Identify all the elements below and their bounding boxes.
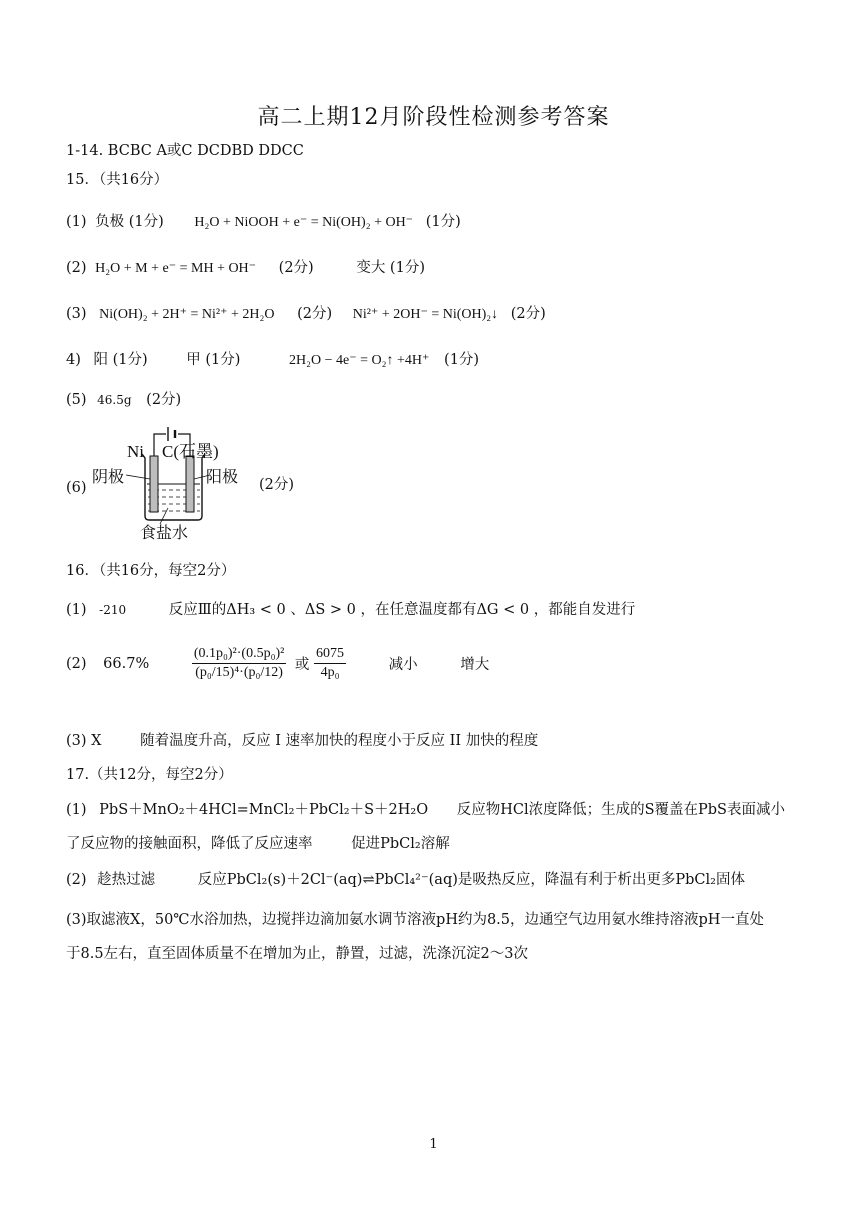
q15-header: 15．（共16分） — [66, 172, 169, 188]
q15-part2 — [66, 258, 425, 279]
q15-p2-label: (2) — [66, 260, 87, 276]
q15-p4-text-2: 甲 (1分) — [186, 352, 241, 368]
page-number: 1 — [429, 1137, 438, 1152]
q16-part2 — [66, 646, 489, 681]
page-title: 高二上期12月阶段性检测参考答案 — [257, 105, 610, 130]
q15-p3-label: (3) — [66, 306, 87, 322]
q16-p1-value: -210 — [99, 603, 127, 617]
q15-p1-text: 负极 (1分) — [95, 214, 164, 230]
q16-p2-alt-expression — [314, 646, 346, 681]
q17-p1-text-2: 促进PbCl₂溶解 — [351, 836, 450, 852]
q16-p2-expression — [192, 646, 286, 681]
q16-p2-alt-numerator: 6075 — [314, 646, 346, 664]
q15-p5-label: (5) — [66, 392, 87, 408]
q17-header: 17.（共12分，每空2分） — [66, 767, 233, 783]
q16-part1 — [66, 600, 635, 620]
q16-p2-text-2: 增大 — [460, 657, 490, 673]
q15-p2-equation: H₂O + M + e⁻ = MH + OH⁻ — [95, 261, 257, 276]
solution-label: 食盐水 — [140, 523, 189, 542]
q17-p1-text: 反应物HCl浓度降低；生成的S覆盖在PbS表面减小 — [456, 802, 785, 818]
q15-p1-equation: H₂O + NiOOH + e⁻ = Ni(OH)₂ + OH⁻ — [194, 215, 414, 230]
q17-part3-line1: (3)取滤液X，50℃水浴加热，边搅拌边滴加氨水调节溶液pH约为8.5，边通空气边用氨水维持溶液pH一直处 — [66, 912, 764, 928]
q16-p3-label: (3) X — [66, 733, 102, 749]
q17-p2-label: (2) — [66, 872, 87, 888]
q15-p3-score-2: (2分) — [510, 306, 546, 322]
ni-electrode-label: Ni — [127, 442, 144, 461]
cathode-label: 阴极 — [92, 467, 125, 486]
q15-p1-label: (1) — [66, 214, 87, 230]
q17-part2 — [66, 870, 745, 890]
q15-part5 — [66, 390, 181, 410]
q15-p4-equation: 2H₂O − 4e⁻ = O₂↑ +4H⁺ — [289, 353, 430, 368]
q16-p2-denominator: (p₀/15)⁴·(p₀/12) — [195, 665, 283, 680]
ni-electrode — [150, 456, 158, 512]
q16-part3 — [66, 731, 538, 751]
graphite-electrode-label: C(石墨) — [162, 442, 219, 461]
q16-header: 16．（共16分，每空2分） — [66, 563, 236, 579]
q16-p1-text: 反应Ⅲ的ΔH₃ < 0 、ΔS > 0 ，在任意温度都有ΔG < 0 ，都能自发进行 — [168, 602, 636, 618]
q16-p2-alt-denominator: 4p₀ — [320, 665, 340, 680]
q17-p1-label: (1) — [66, 802, 87, 818]
electrolysis-diagram — [90, 424, 260, 546]
q16-p2-numerator: (0.1p₀)²·(0.5p₀)² — [192, 646, 286, 664]
q16-p2-text-1: 减小 — [388, 657, 418, 673]
q15-p2-text: 变大 (1分) — [356, 260, 425, 276]
q15-p4-text-1: 阳 (1分) — [93, 352, 148, 368]
q17-p1-equation: PbS＋MnO₂＋4HCl=MnCl₂＋PbCl₂＋S＋2H₂O — [99, 802, 429, 818]
anode-label: 阳极 — [206, 467, 239, 486]
q15-p4-score: (1分) — [444, 352, 480, 368]
q17-p2-text-2: 反应PbCl₂(s)＋2Cl⁻(aq)⇌PbCl₄²⁻(aq)是吸热反应，降温有利于析出更多PbCl₂固体 — [197, 872, 745, 888]
q15-part1 — [66, 212, 461, 233]
q15-p1-score: (1分) — [425, 214, 461, 230]
q16-p2-label: (2) — [66, 655, 87, 672]
q16-p1-label: (1) — [66, 602, 87, 618]
answers-1-14: 1-14. BCBC A或C DCDBD DDCC — [66, 143, 304, 159]
q15-p5-value: 46.5g — [97, 393, 132, 407]
q15-p5-score: (2分) — [146, 392, 182, 408]
solution-pointer — [160, 508, 168, 524]
graphite-electrode — [186, 456, 194, 512]
q15-p2-score: (2分) — [278, 260, 314, 276]
q15-p6-score: (2分) — [259, 477, 295, 493]
q17-part1 — [66, 800, 785, 820]
q15-p6-label: (6) — [66, 480, 87, 496]
q16-p2-value: 66.7% — [103, 655, 150, 672]
q17-p1-continuation: 了反应物的接触面积，降低了反应速率 — [66, 836, 313, 852]
q15-p3-equation-1: Ni(OH)₂ + 2H⁺ = Ni²⁺ + 2H₂O — [99, 307, 275, 322]
q15-p3-score-1: (2分) — [297, 306, 333, 322]
q17-part1-cont — [66, 834, 450, 854]
q16-p2-or: 或 — [294, 657, 310, 673]
q15-p4-label: 4) — [66, 352, 81, 368]
q16-p3-text: 随着温度升高，反应 I 速率加快的程度小于反应 II 加快的程度 — [140, 733, 539, 749]
q17-part3-line2: 于8.5左右，直至固体质量不在增加为止，静置，过滤，洗涤沉淀2～3次 — [66, 946, 529, 962]
q15-part4 — [66, 350, 479, 371]
q15-p3-equation-2: Ni²⁺ + 2OH⁻ = Ni(OH)₂↓ — [352, 307, 499, 322]
q17-p2-text-1: 趁热过滤 — [97, 872, 156, 888]
q15-part3 — [66, 304, 546, 325]
cathode-pointer — [126, 475, 150, 479]
